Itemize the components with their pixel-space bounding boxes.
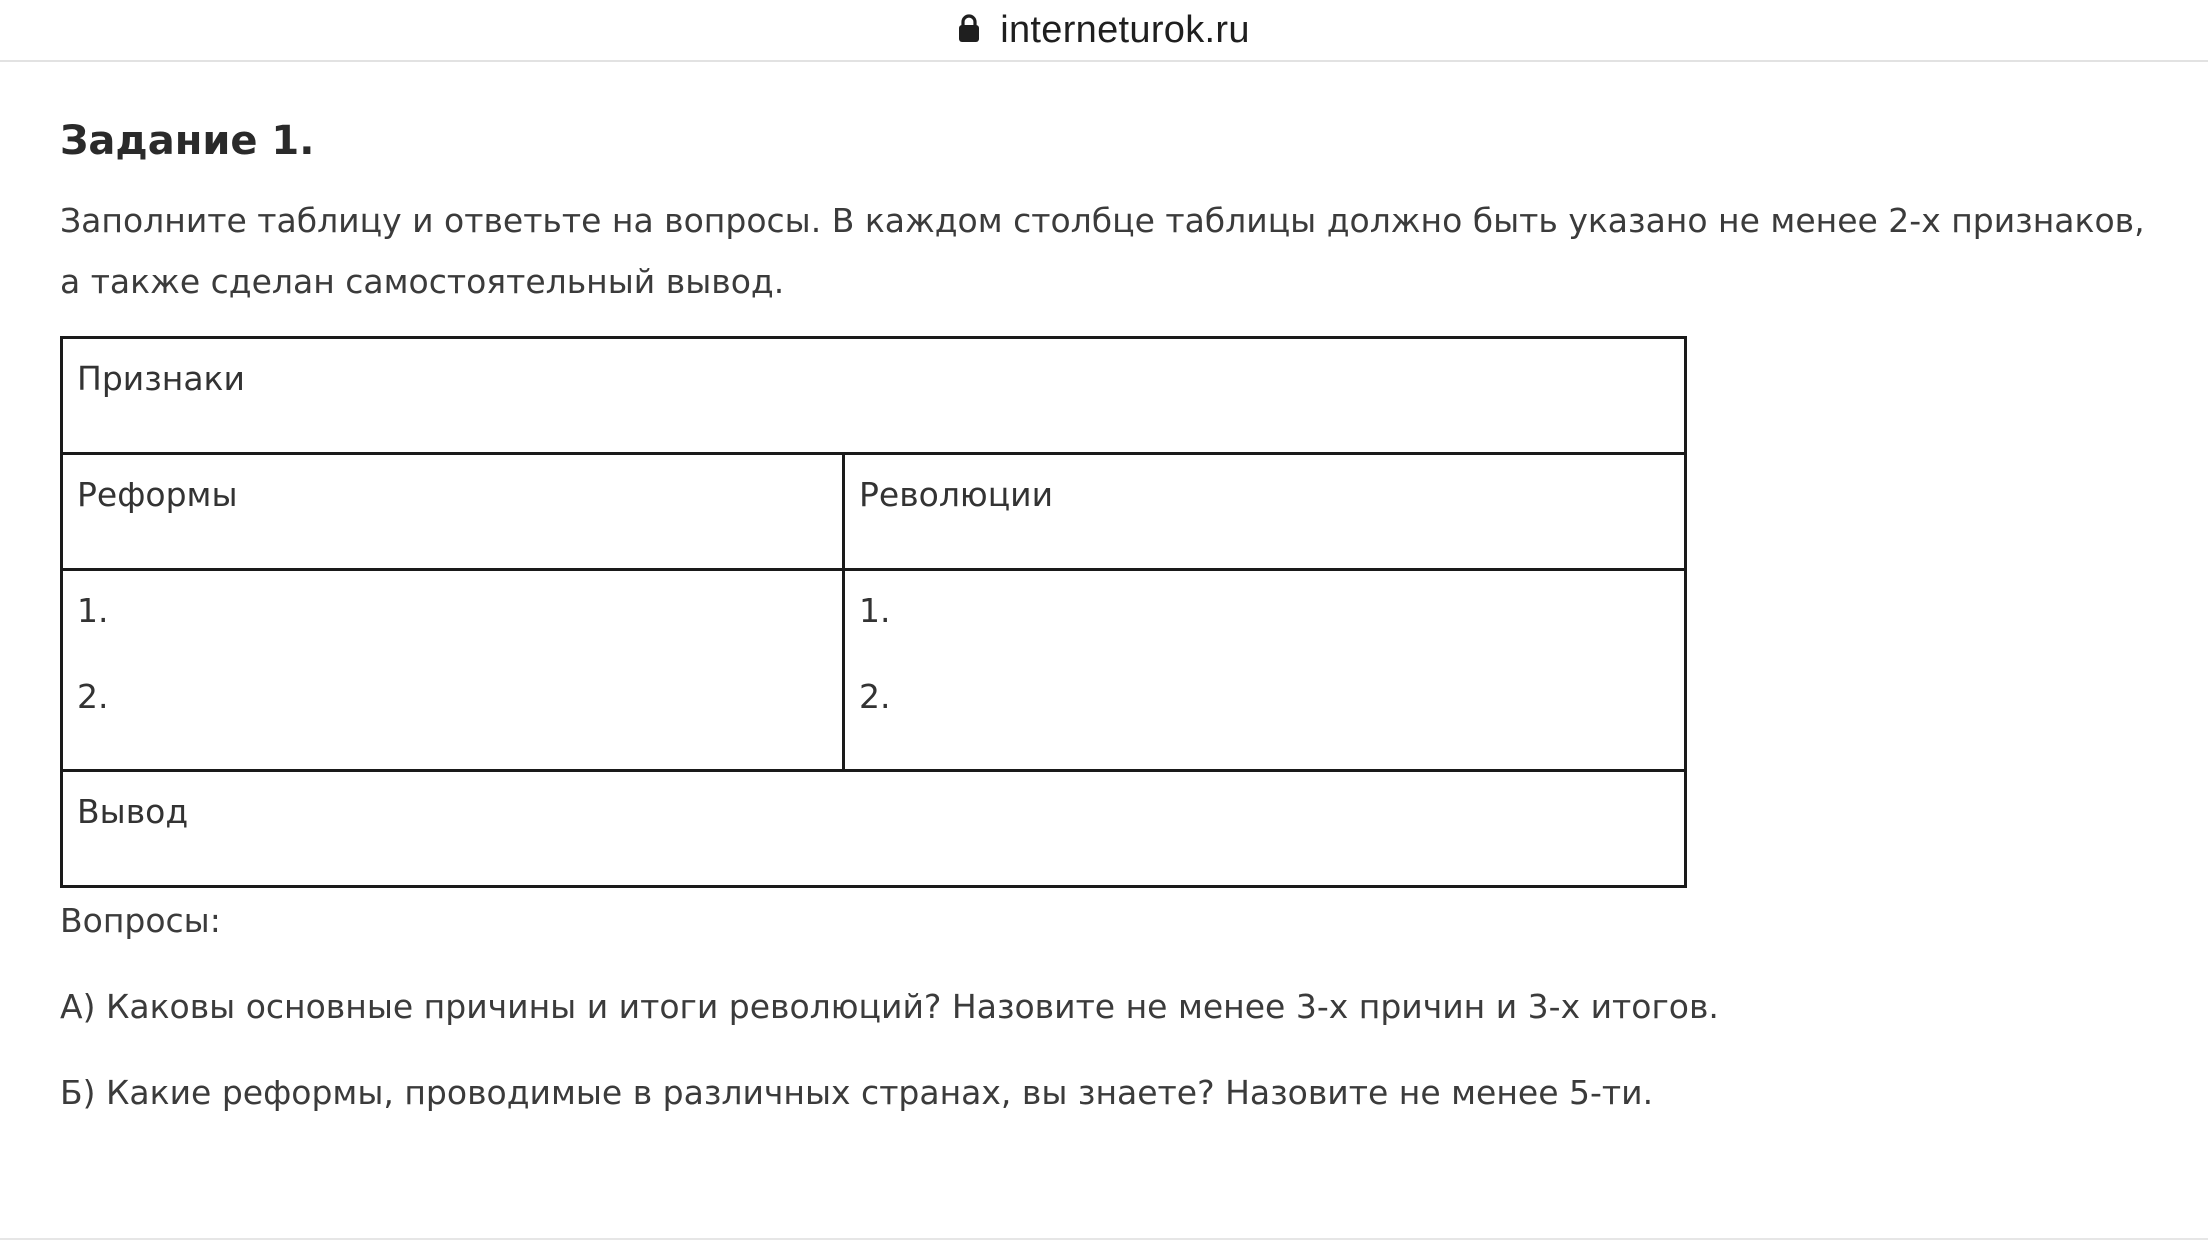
revolutions-item-1: 1. xyxy=(859,591,891,630)
questions-label: Вопросы: xyxy=(60,901,221,940)
page-content xyxy=(60,90,2160,1118)
reforms-item-1: 1. xyxy=(77,591,109,630)
address-bar[interactable] xyxy=(0,0,2208,62)
revolutions-items-cell xyxy=(844,570,1686,771)
task-table xyxy=(60,336,1687,888)
revolutions-item-2: 2. xyxy=(859,677,891,716)
task-instructions: Заполните таблицу и ответьте на вопросы. В каждом столбце таблицы должно быть указано не менее 2-х признаков, а также сделан самостоятельный вывод. xyxy=(60,201,2145,301)
address-domain[interactable]: interneturok.ru xyxy=(1000,8,1250,51)
column-reforms-cell: Реформы xyxy=(62,454,844,570)
lock-icon xyxy=(958,13,980,43)
question-b: Б) Какие реформы, проводимые в различных странах, вы знаете? Назовите не менее 5-ти. xyxy=(60,1073,1654,1112)
page-title: Задание 1. xyxy=(60,118,315,164)
table-header-cell: Признаки xyxy=(62,338,1686,454)
conclusion-cell: Вывод xyxy=(62,771,1686,887)
column-revolutions-cell: Революции xyxy=(844,454,1686,570)
reforms-item-2: 2. xyxy=(77,677,109,716)
bottom-divider xyxy=(0,1238,2208,1240)
question-a: А) Каковы основные причины и итоги революций? Назовите не менее 3-х причин и 3-х итогов. xyxy=(60,987,1719,1026)
reforms-items-cell xyxy=(62,570,844,771)
